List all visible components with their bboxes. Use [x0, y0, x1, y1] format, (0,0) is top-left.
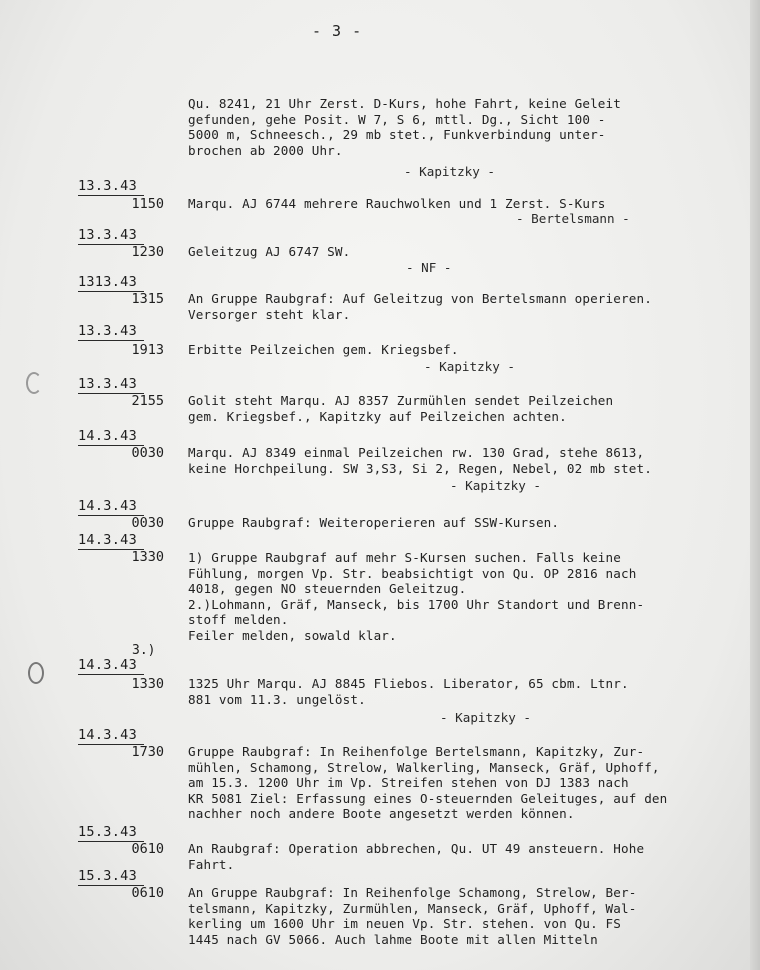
entry-date: 13.3.43	[78, 178, 144, 196]
item-number: 3.)	[132, 643, 156, 658]
entry-date: 14.3.43	[78, 428, 144, 446]
entry-signature: - Kapitzky -	[450, 478, 541, 493]
entry-time: 1730	[131, 744, 164, 760]
entry-text: 1325 Uhr Marqu. AJ 8845 Fliebos. Liberator, 65 cbm. Ltnr. 881 vom 11.3. ungelöst.	[188, 676, 629, 707]
entry-time: 1230	[131, 244, 164, 260]
entry-text: 1) Gruppe Raubgraf auf mehr S-Kursen suchen. Falls keine Fühlung, morgen Vp. Str. beabsichtigt von Qu. OP 2816 nach 4018, gegen NO steuernden Geleitzug. 2.)Lohmann, Gräf, Manseck, bis 1700 Uhr Standort und Brenn- stoff melden. Feiler melden, sowald klar.	[188, 550, 645, 643]
entry-time: 1330	[131, 549, 164, 565]
entry-date: 13.3.43	[78, 376, 144, 394]
entry-text: Marqu. AJ 6744 mehrere Rauchwolken und 1 Zerst. S-Kurs	[188, 196, 606, 211]
entry-time: 0610	[131, 841, 164, 857]
entry-signature: - Bertelsmann -	[516, 211, 630, 226]
entry-signature: - NF -	[406, 260, 452, 275]
entry-text: An Gruppe Raubgraf: In Reihenfolge Schamong, Strelow, Ber- telsmann, Kapitzky, Zurmühlen, Manseck, Gräf, Uphoff, Wal- kerling um 1600 Uhr im neuen Vp. Str. stehen. von Qu. FS 1445 nach GV 5066. Auch lahme Boote mit allen Mitteln	[188, 885, 637, 947]
punch-hole-mark	[26, 372, 42, 394]
entry-date: 14.3.43	[78, 657, 144, 675]
page-edge-shadow	[750, 0, 760, 970]
entry-text: An Gruppe Raubgraf: Auf Geleitzug von Bertelsmann operieren. Versorger steht klar.	[188, 291, 652, 322]
entry-date: 15.3.43	[78, 824, 144, 842]
entry-date: 14.3.43	[78, 498, 144, 516]
entry-signature: - Kapitzky -	[440, 710, 531, 725]
entry-date: 14.3.43	[78, 727, 144, 745]
entry-text: Qu. 8241, 21 Uhr Zerst. D-Kurs, hohe Fahrt, keine Geleit gefunden, gehe Posit. W 7, S 6, mttl. Dg., Sicht 100 - 5000 m, Schneesch., 29 mb stet., Funkverbindung unter- brochen ab 2000 Uhr.	[188, 96, 621, 158]
entry-text: Gruppe Raubgraf: Weiteroperieren auf SSW-Kursen.	[188, 515, 560, 530]
entry-time: 1315	[131, 291, 164, 307]
entry-text: Geleitzug AJ 6747 SW.	[188, 244, 351, 259]
entry-date: 13.3.43	[78, 227, 144, 245]
entry-time: 0610	[131, 885, 164, 901]
entry-time: 1150	[131, 196, 164, 212]
entry-time: 0030	[131, 445, 164, 461]
entry-date: 13.3.43	[78, 323, 144, 341]
entry-text: Golit steht Marqu. AJ 8357 Zurmühlen sendet Peilzeichen gem. Kriegsbef., Kapitzky auf Peilzeichen achten.	[188, 393, 614, 424]
entry-time: 1913	[131, 342, 164, 358]
entry-text: Marqu. AJ 8349 einmal Peilzeichen rw. 130 Grad, stehe 8613, keine Horchpeilung. SW 3,S3, Si 2, Regen, Nebel, 02 mb stet.	[188, 445, 652, 476]
entry-time: 0030	[131, 515, 164, 531]
punch-hole-mark	[28, 662, 44, 684]
entry-signature: - Kapitzky -	[424, 359, 515, 374]
entry-date: 14.3.43	[78, 532, 144, 550]
entry-text: Gruppe Raubgraf: In Reihenfolge Bertelsmann, Kapitzky, Zur- mühlen, Schamong, Strelow, Walkerling, Manseck, Gräf, Uphoff, am 15.3. 1200 Uhr im Vp. Streifen stehen von DJ 1383 nach KR 5081 Ziel: Erfassung eines O-steuernden Geleituges, auf den nachher noch andere Boote angesetzt werden können.	[188, 744, 668, 821]
page-number: - 3 -	[312, 22, 363, 40]
entry-time: 2155	[131, 393, 164, 409]
entry-date: 15.3.43	[78, 868, 144, 886]
entry-date: 1313.43	[78, 274, 144, 292]
entry-text: An Raubgraf: Operation abbrechen, Qu. UT 49 ansteuern. Hohe Fahrt.	[188, 841, 645, 872]
entry-signature: - Kapitzky -	[404, 164, 495, 179]
entry-text: Erbitte Peilzeichen gem. Kriegsbef.	[188, 342, 459, 357]
entry-time: 1330	[131, 676, 164, 692]
